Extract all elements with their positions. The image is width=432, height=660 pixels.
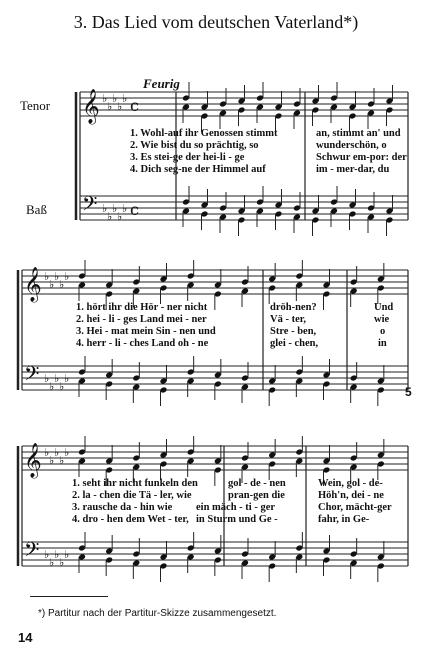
song-title: 3. Das Lied vom deutschen Vaterland*) [73, 12, 359, 32]
lyric-s2-v3-b: Stre - ben, [270, 326, 317, 337]
flat-sign: ♭ [54, 270, 60, 283]
lyric-s2-v4-b: glei - chen, [270, 338, 319, 349]
flat-sign: ♭ [49, 278, 55, 291]
flat-sign: ♭ [44, 548, 50, 561]
flat-sign: ♭ [112, 202, 118, 215]
lyric-s2-v3-a: 3. Hei - mat mein Sin - nen und [76, 326, 216, 337]
lyric-s2-v1-c: Und [374, 302, 394, 313]
flat-sign: ♭ [49, 380, 55, 393]
lyric-s2-v2-b: Vä - ter, [270, 314, 307, 325]
flat-sign: ♭ [122, 202, 128, 215]
flat-sign: ♭ [59, 380, 65, 393]
page-number: 14 [18, 630, 33, 645]
flat-sign: ♭ [44, 372, 50, 385]
lyric-s3-v1-a: 1. seht ihr nicht funkeln den [72, 478, 198, 489]
flat-sign: ♭ [59, 278, 65, 291]
time-signature: c [130, 200, 139, 219]
lyric-s3-v3-c: Chor, mächt-ger [318, 502, 392, 513]
lyric-s2-v1-b: dröh-nen? [270, 302, 317, 313]
lyric-s3-v4-a: 4. dro - hen dem Wet - ter, [72, 514, 189, 525]
footnote-rule [30, 596, 108, 597]
lyric-s2-v2-a: 2. hei - li - ges Land mei - ner [76, 314, 207, 325]
flat-sign: ♭ [64, 270, 70, 283]
time-signature: c [130, 96, 139, 115]
footnote: *) Partitur nach der Partitur-Skizze zusammengesetzt. [38, 608, 277, 619]
flat-sign: ♭ [49, 556, 55, 569]
flat-sign: ♭ [49, 454, 55, 467]
lyric-s1-v1-a: 1. Wohl-auf ihr Genossen stimmt [130, 128, 278, 139]
flat-sign: ♭ [59, 454, 65, 467]
lyric-s1-v3-a: 3. Es stei-ge der hei-li - ge [130, 152, 245, 163]
flat-sign: ♭ [44, 446, 50, 459]
flat-sign: ♭ [54, 372, 60, 385]
lyric-s2-v4-c: in [378, 338, 387, 349]
flat-sign: ♭ [102, 202, 108, 215]
lyric-s1-v2-b: wunderschön, o [316, 140, 387, 151]
lyric-s3-v4-b: in Sturm und Ge - [196, 514, 278, 525]
voice-label-bass: Baß [26, 202, 47, 217]
flat-sign: ♭ [107, 210, 113, 223]
flat-sign: ♭ [54, 446, 60, 459]
lyric-s3-v2-a: 2. la - chen die Tä - ler, wie [72, 490, 192, 501]
flat-sign: ♭ [107, 100, 113, 113]
lyric-s3-v3-b: ein mäch - ti - ger [196, 502, 276, 513]
flat-sign: ♭ [117, 210, 123, 223]
flat-sign: ♭ [64, 548, 70, 561]
voice-label-tenor: Tenor [20, 98, 51, 113]
lyric-s2-v1-a: 1. hört ihr die Hör - ner nicht [76, 302, 208, 313]
treble-clef: 𝄞 [24, 267, 42, 302]
lyric-s2-v2-c: wie [374, 314, 390, 325]
flat-sign: ♭ [44, 270, 50, 283]
lyric-s3-v4-c: fahr, in Ge- [318, 514, 370, 525]
lyric-s1-v3-b: Schwur em-por: der [316, 152, 407, 163]
flat-sign: ♭ [54, 548, 60, 561]
lyric-s3-v3-a: 3. rausche da - hin wie [72, 502, 173, 513]
system-number: 5 [405, 385, 412, 399]
lyric-s1-v1-b: an, stimmt an' und [316, 128, 401, 139]
flat-sign: ♭ [64, 446, 70, 459]
lyric-s1-v4-a: 4. Dich seg-ne der Himmel auf [130, 164, 266, 175]
flat-sign: ♭ [112, 92, 118, 105]
tempo-marking: Feurig [143, 76, 180, 91]
flat-sign: ♭ [64, 372, 70, 385]
bass-clef: 𝄢 [24, 538, 40, 566]
treble-clef: 𝄞 [24, 443, 42, 478]
lyric-s2-v4-a: 4. herr - li - ches Land oh - ne [76, 338, 209, 349]
lyric-s1-v2-a: 2. Wie bist du so prächtig, so [130, 140, 259, 151]
lyric-s3-v2-c: Höh'n, dei - ne [318, 490, 384, 501]
lyric-s3-v2-b: pran-gen die [228, 490, 285, 501]
treble-clef: 𝄞 [82, 89, 100, 124]
flat-sign: ♭ [117, 100, 123, 113]
lyric-s2-v3-c: o [380, 326, 386, 337]
flat-sign: ♭ [122, 92, 128, 105]
lyric-s1-v4-b: im - mer-dar, du [316, 164, 390, 175]
flat-sign: ♭ [102, 92, 108, 105]
lyric-s3-v1-b: gol - de - nen [228, 478, 286, 489]
lyric-s3-v1-c: Wein, gol - de- [318, 478, 383, 489]
flat-sign: ♭ [59, 556, 65, 569]
bass-clef: 𝄢 [24, 362, 40, 390]
bass-clef: 𝄢 [82, 192, 98, 220]
